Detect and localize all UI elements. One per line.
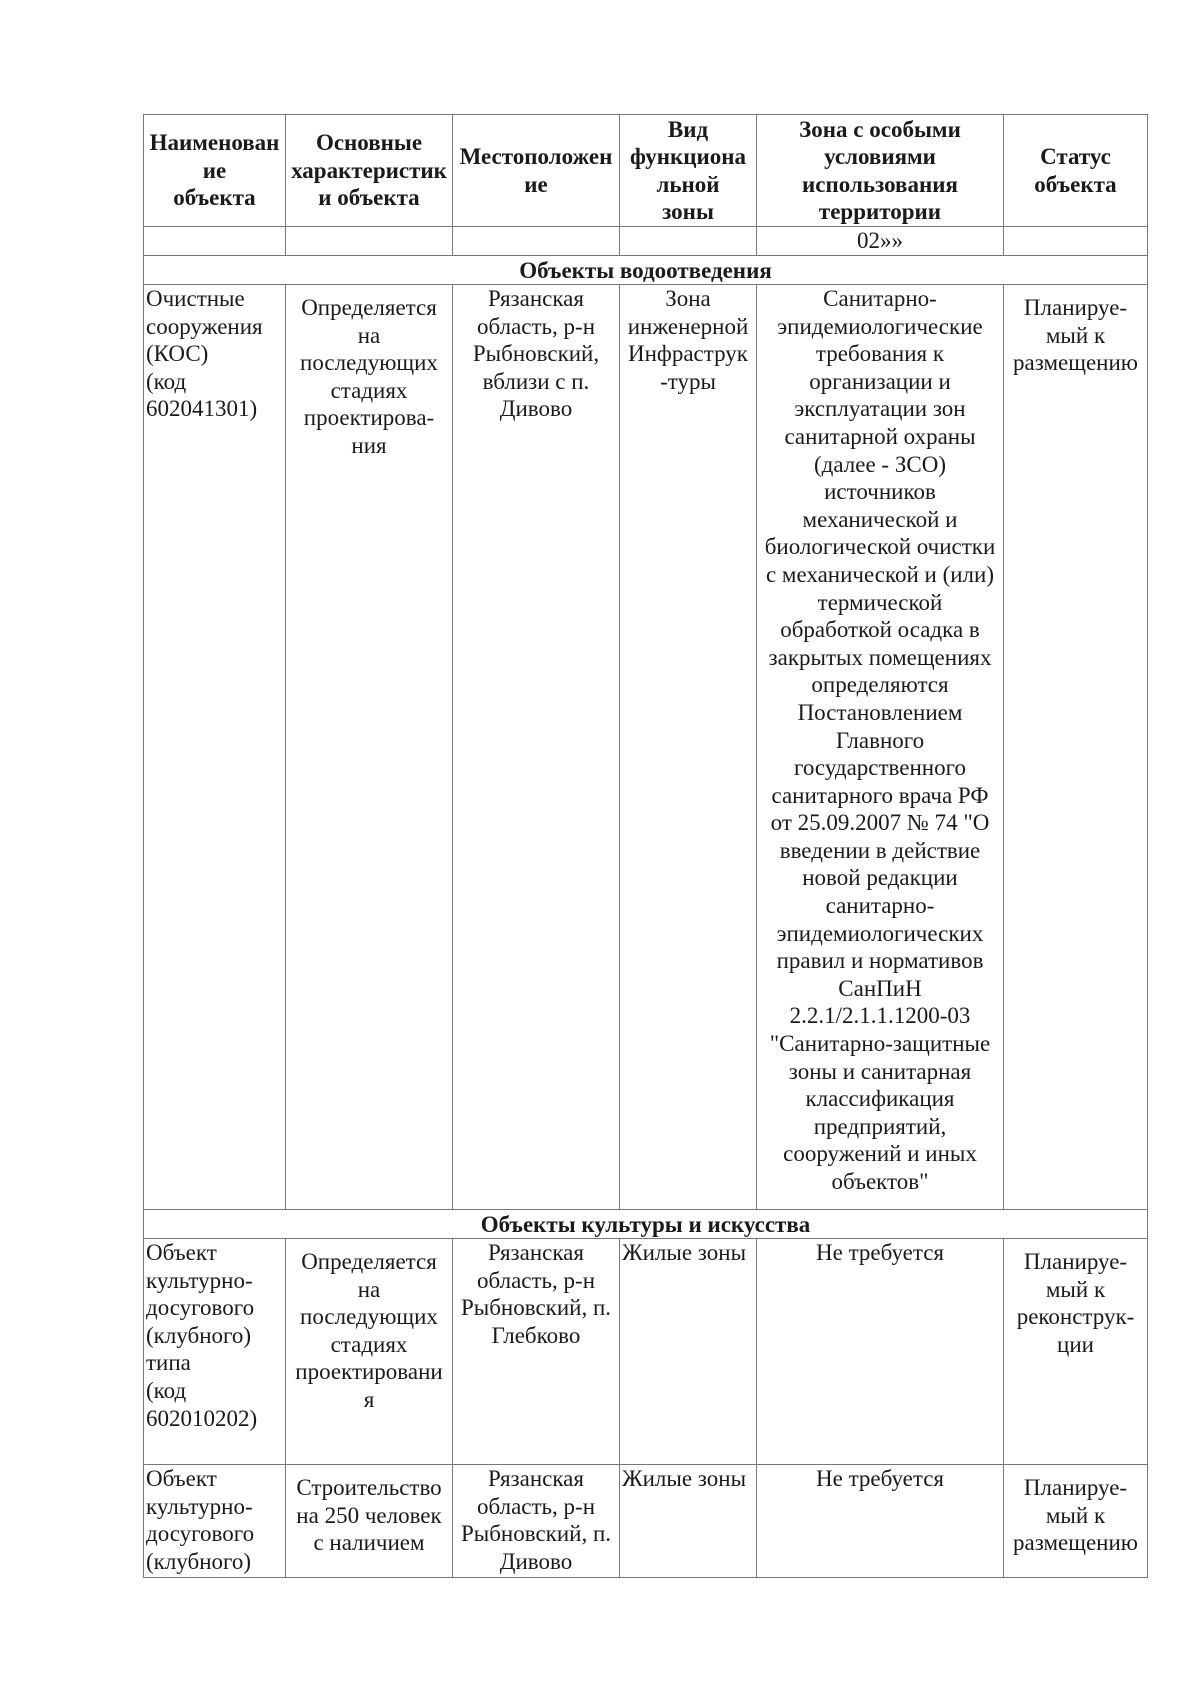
objects-table (143, 114, 1148, 1578)
section-title-culture: Объекты культуры и искусства (144, 1210, 1148, 1239)
header-location: Местоположен ие (453, 115, 620, 227)
cell-zone-type: Жилые зоны (620, 1465, 757, 1578)
table-row (144, 285, 1148, 1210)
number-cell: 02»» (757, 227, 1004, 256)
table-number-row (144, 227, 1148, 256)
header-zone-type: Вид функциона льной зоны (620, 115, 757, 227)
section-row (144, 1210, 1148, 1239)
table-header-row (144, 115, 1148, 227)
cell-zone-type: Зона инженерной Инфраструк -туры (620, 285, 757, 1210)
header-special-zone: Зона с особыми условиями использования территории (757, 115, 1004, 227)
number-cell (144, 227, 286, 256)
number-cell (620, 227, 757, 256)
table-row (144, 1239, 1148, 1465)
section-title-drainage: Объекты водоотведения (144, 256, 1148, 285)
header-characteristics: Основные характеристик и объекта (286, 115, 453, 227)
header-object-name: Наименован ие объекта (144, 115, 286, 227)
cell-status: Планируе- мый к размещению (1004, 1465, 1148, 1578)
number-cell (453, 227, 620, 256)
cell-special-zone: Не требуется (757, 1239, 1004, 1465)
cell-special-zone: Не требуется (757, 1465, 1004, 1578)
cell-location: Рязанская область, р-н Рыбновский, вблизи с п. Дивово (453, 285, 620, 1210)
cell-special-zone: Санитарно- эпидемиологические требования к организации и эксплуатации зон санитарной охраны (далее - ЗСО) источников механической и биологической очистки с механической и (или) термической обработкой осадка в закрытых помещениях определяются Постановлением Главного государственного санитарного врача РФ от 25.09.2007 № 74 "О введении в действие новой редакции санитарно- эпидемиологических правил и нормативов СанПиН 2.2.1/2.1.1.1200-03 "Санитарно-защитные зоны и санитарная классификация предприятий, сооружений и иных объектов" (757, 285, 1004, 1210)
cell-object-name: Объект культурно- досугового (клубного) типа (код 602010202) (144, 1239, 286, 1465)
number-cell (1004, 227, 1148, 256)
number-cell (286, 227, 453, 256)
cell-location: Рязанская область, р-н Рыбновский, п. Дивово (453, 1465, 620, 1578)
cell-location: Рязанская область, р-н Рыбновский, п. Глебково (453, 1239, 620, 1465)
cell-status: Планируе- мый к реконструк- ции (1004, 1239, 1148, 1465)
table-row (144, 1465, 1148, 1578)
section-row (144, 256, 1148, 285)
header-status: Статус объекта (1004, 115, 1148, 227)
cell-status: Планируе- мый к размещению (1004, 285, 1148, 1210)
cell-object-name: Объект культурно- досугового (клубного) (144, 1465, 286, 1578)
cell-zone-type: Жилые зоны (620, 1239, 757, 1465)
cell-characteristics: Определяется на последующих стадиях проектирова- ния (286, 285, 453, 1210)
cell-characteristics: Определяется на последующих стадиях проектировани я (286, 1239, 453, 1465)
cell-characteristics: Строительство на 250 человек с наличием (286, 1465, 453, 1578)
cell-object-name: Очистные сооружения (КОС) (код 602041301) (144, 285, 286, 1210)
